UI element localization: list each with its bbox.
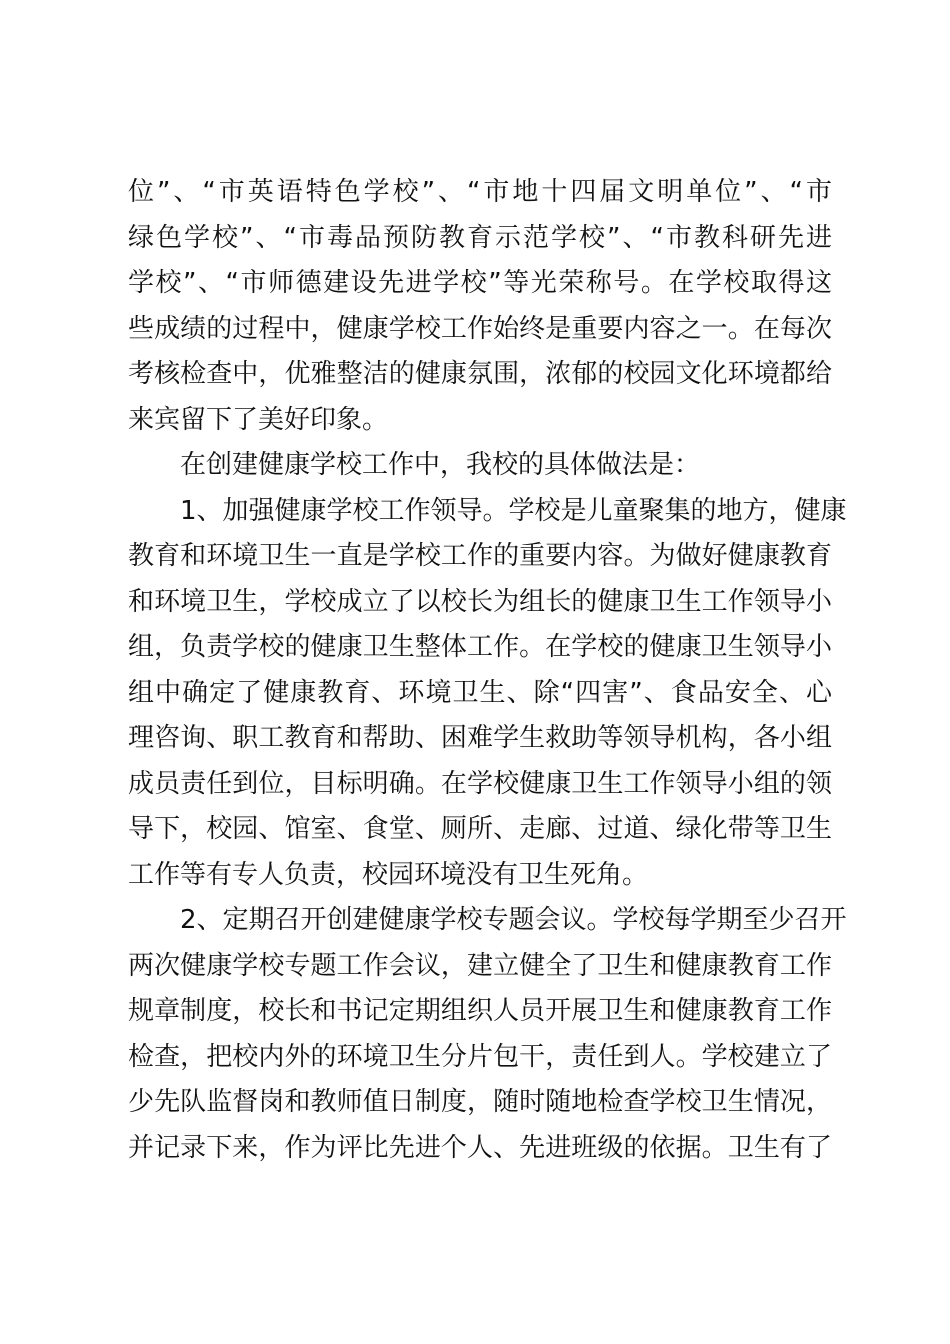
text-line: 检查，把校内外的环境卫生分片包干，责任到人。学校建立了 [128,1041,832,1072]
section-2-heading-line: 2、定期召开创建健康学校专题会议。学校每学期至少召开 [180,905,847,935]
text-line: 组中确定了健康教育、环境卫生、除“四害”、食品安全、心 [128,677,832,708]
text-line: 绿色学校”、“市毒品预防教育示范学校”、“市教科研先进 [128,222,832,253]
text-line: 些成绩的过程中，健康学校工作始终是重要内容之一。在每次 [128,313,832,344]
text-line: 位”、“市英语特色学校”、“市地十四届文明单位”、“市 [128,177,832,207]
body-text [128,170,847,1171]
text-line: 考核检查中，优雅整洁的健康氛围，浓郁的校园文化环境都给 [128,359,832,389]
text-line: 组，负责学校的健康卫生整体工作。在学校的健康卫生领导小 [128,632,832,662]
text-line: 理咨询、职工教育和帮助、困难学生救助等领导机构，各小组 [128,723,832,753]
paragraph-intro: 在创建健康学校工作中，我校的具体做法是： [180,450,701,480]
text-line: 规章制度，校长和书记定期组织人员开展卫生和健康教育工作 [128,996,832,1026]
text-line: 少先队监督岗和教师值日制度，随时随地检查学校卫生情况， [128,1087,832,1117]
text-line: 学校”、“市师德建设先进学校”等光荣称号。在学校取得这 [128,268,832,298]
text-line: 并记录下来，作为评比先进个人、先进班级的依据。卫生有了 [128,1132,832,1163]
text-line: 成员责任到位，目标明确。在学校健康卫生工作领导小组的领 [128,768,832,799]
section-1-heading-line: 1、加强健康学校工作领导。学校是儿童聚集的地方，健康 [180,495,847,526]
text-line: 两次健康学校专题工作会议，建立健全了卫生和健康教育工作 [128,950,832,981]
text-line: 来宾留下了美好印象。 [128,404,389,435]
text-line: 工作等有专人负责，校园环境没有卫生死角。 [128,859,649,890]
text-line: 和环境卫生，学校成立了以校长为组长的健康卫生工作领导小 [128,586,832,617]
text-line: 教育和环境卫生一直是学校工作的重要内容。为做好健康教育 [128,541,832,571]
text-line: 导下，校园、馆室、食堂、厕所、走廊、过道、绿化带等卫生 [128,814,832,844]
